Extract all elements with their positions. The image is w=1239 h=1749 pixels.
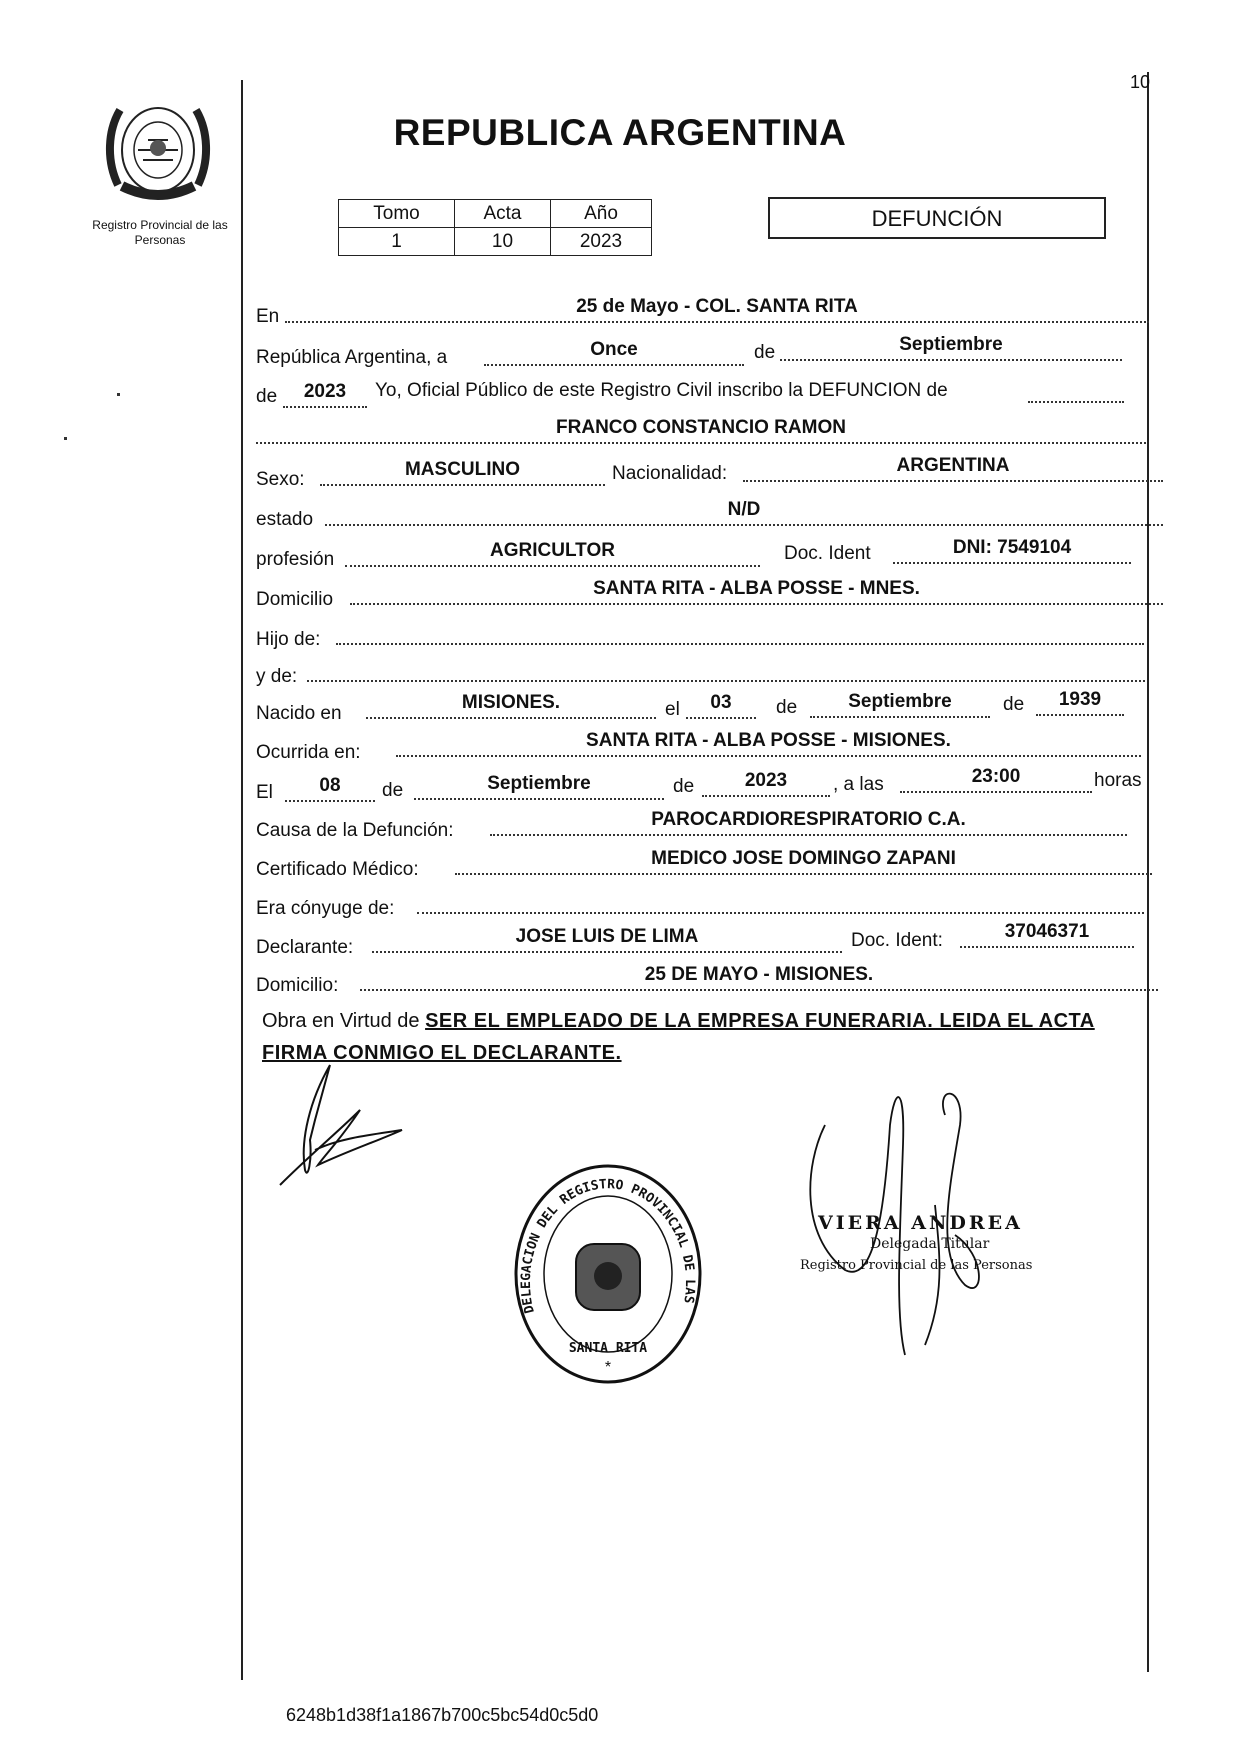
label-nacido-en: Nacido en xyxy=(256,703,342,724)
label-de: de xyxy=(1003,694,1025,715)
registry-label: Registro Provincial de las Personas xyxy=(92,218,228,247)
table-value-anio: 2023 xyxy=(551,228,652,256)
field-anio: 2023 xyxy=(283,382,367,408)
label-doc-ident-declarante: Doc. Ident: xyxy=(851,930,943,951)
field-nacionalidad: ARGENTINA xyxy=(743,456,1163,482)
label-obra: Obra en Virtud de xyxy=(262,1010,420,1032)
field-ocurrida-en: SANTA RITA - ALBA POSSE - MISIONES. xyxy=(396,731,1141,757)
label-estado: estado xyxy=(256,509,314,530)
label-horas: horas xyxy=(1094,770,1142,791)
field-def-anio: 2023 xyxy=(702,771,830,797)
label-doc-ident: Doc. Ident xyxy=(784,543,871,564)
label-domicilio-declarante: Domicilio: xyxy=(256,975,339,996)
official-org: Registro Provincial de las Personas xyxy=(800,1258,1033,1273)
field-def-mes: Septiembre xyxy=(414,774,664,800)
field-y-de xyxy=(307,656,1145,682)
margin-mark xyxy=(117,393,120,396)
label-de: de xyxy=(776,697,798,718)
label-causa: Causa de la Defunción: xyxy=(256,820,454,841)
field-doc-ident: DNI: 7549104 xyxy=(893,538,1131,564)
label-de: de xyxy=(256,386,278,407)
field-dia: Once xyxy=(484,340,744,366)
label-y-de: y de: xyxy=(256,666,298,687)
label-era-conyuge: Era cónyuge de: xyxy=(256,898,395,919)
svg-text:*: * xyxy=(604,1359,612,1376)
page-title: REPUBLICA ARGENTINA xyxy=(393,112,847,153)
record-type-box: DEFUNCIÓN xyxy=(768,197,1106,239)
label-profesion: profesión xyxy=(256,549,335,570)
field-declarante-doc: 37046371 xyxy=(960,922,1134,948)
label-en: En xyxy=(256,306,280,327)
field-def-dia: 08 xyxy=(285,776,375,802)
field-sexo: MASCULINO xyxy=(320,460,605,486)
margin-mark xyxy=(64,437,67,440)
field-certificado: MEDICO JOSE DOMINGO ZAPANI xyxy=(455,849,1152,875)
table-header-tomo: Tomo xyxy=(339,200,455,228)
field-conyuge xyxy=(417,888,1144,914)
label-ocurrida-en: Ocurrida en: xyxy=(256,742,361,763)
field-hijo-de xyxy=(336,619,1144,645)
record-table xyxy=(338,199,652,256)
field-domicilio: SANTA RITA - ALBA POSSE - MNES. xyxy=(350,579,1163,605)
label-de: de xyxy=(382,780,404,801)
seal-ring-text: DELEGACION DEL REGISTRO PROVINCIAL DE LAS xyxy=(518,1177,698,1315)
seal-center-text: SANTA RITA xyxy=(568,1341,648,1356)
field-declarante: JOSE LUIS DE LIMA xyxy=(372,927,842,953)
field-obra-text: SER EL EMPLEADO DE LA EMPRESA FUNERARIA. LEIDA EL ACTA FIRMA CONMIGO EL DECLARANTE. xyxy=(262,1010,1095,1064)
table-header-acta: Acta xyxy=(455,200,551,228)
label-de: de xyxy=(754,342,776,363)
label-de: de xyxy=(673,776,695,797)
label-a-las: , a las xyxy=(833,774,884,795)
label-republica: República Argentina, a xyxy=(256,347,448,368)
field-declarante-domicilio: 25 DE MAYO - MISIONES. xyxy=(360,965,1158,991)
label-domicilio: Domicilio xyxy=(256,589,334,610)
field-lugar: 25 de Mayo - COL. SANTA RITA xyxy=(285,297,1149,323)
official-name: VIERA ANDREA xyxy=(818,1212,1023,1234)
declarant-signature xyxy=(270,1060,410,1190)
left-margin-line xyxy=(241,80,243,1680)
field-nacido-en: MISIONES. xyxy=(366,693,656,719)
field-nac-mes: Septiembre xyxy=(810,692,990,718)
field-causa: PAROCARDIORESPIRATORIO C.A. xyxy=(490,810,1127,836)
label-el: el xyxy=(665,699,680,720)
field-nac-dia: 03 xyxy=(686,693,756,719)
label-sexo: Sexo: xyxy=(256,469,305,490)
field-nac-anio: 1939 xyxy=(1036,690,1124,716)
document-hash: 6248b1d38f1a1867b700c5bc54d0c5d0 xyxy=(286,1705,599,1725)
table-value-acta: 10 xyxy=(455,228,551,256)
label-declarante: Declarante: xyxy=(256,937,354,958)
table-header-anio: Año xyxy=(551,200,652,228)
label-yo-oficial: Yo, Oficial Público de este Registro Civil inscribo la DEFUNCION de xyxy=(375,380,948,401)
label-nacionalidad: Nacionalidad: xyxy=(612,463,728,484)
field-mes: Septiembre xyxy=(780,335,1122,361)
field-def-hora: 23:00 xyxy=(900,767,1092,793)
label-certificado: Certificado Médico: xyxy=(256,859,419,880)
registry-round-seal xyxy=(512,1162,704,1386)
label-hijo-de: Hijo de: xyxy=(256,629,321,650)
field-blank xyxy=(1028,377,1124,403)
page-number: 10 xyxy=(1130,72,1151,92)
field-profesion: AGRICULTOR xyxy=(345,541,760,567)
field-estado: N/D xyxy=(325,500,1163,526)
table-value-tomo: 1 xyxy=(339,228,455,256)
official-title: Delegada Titular xyxy=(870,1236,990,1252)
field-nombre: FRANCO CONSTANCIO RAMON xyxy=(256,418,1146,444)
province-emblem xyxy=(98,90,218,210)
label-el-upper: El xyxy=(256,782,273,803)
